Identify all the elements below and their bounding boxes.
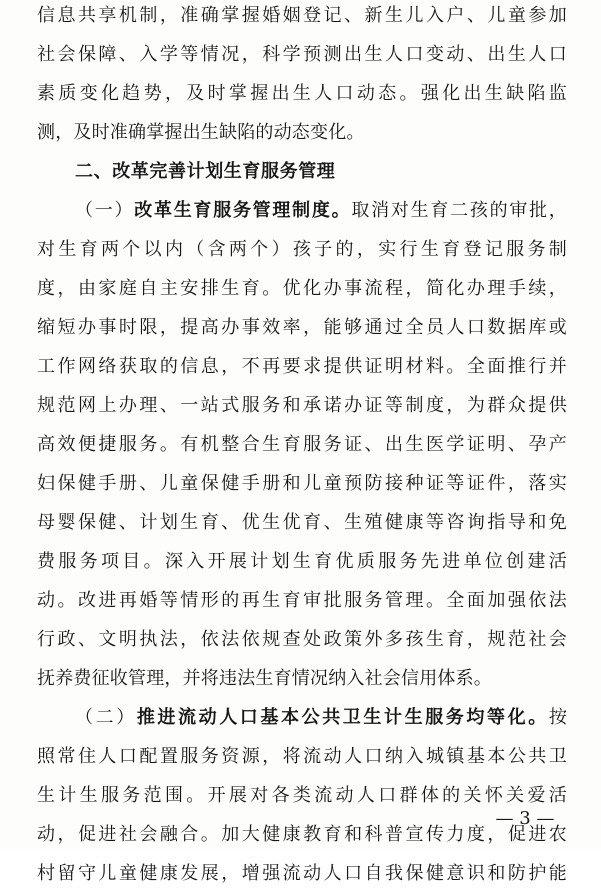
section-heading: 二、改革完善计划生育服务管理 <box>75 161 336 182</box>
body-line-10: 规范网上办理、一站式服务和承诺办证等制度，为群众提供 <box>37 395 567 416</box>
subsection-one-title: 改革生育服务管理制度。 <box>134 200 352 221</box>
subsection-two-marker: （二） <box>75 707 137 728</box>
body-line-19: 照常住人口配置服务资源，将流动人口纳入城镇基本公共卫 <box>37 746 567 767</box>
body-line-11: 高效便捷服务。有机整合生育服务证、出生医学证明、孕产 <box>37 434 567 455</box>
body-line-15: 动。改进再婚等情形的再生育审批服务管理。全面加强依法 <box>37 590 567 611</box>
subsection-one-marker: （一） <box>75 200 135 221</box>
body-line-16: 行政、文明执法，依法依规查处政策外多孩生育，规范社会 <box>37 629 567 650</box>
body-line-12: 妇保健手册、儿童保健手册和儿童预防接种证等证件，落实 <box>37 473 567 494</box>
subsection-one-line <box>75 195 567 227</box>
body-line-4: 测，及时准确掌握出生缺陷的动态变化。 <box>37 122 365 143</box>
body-line-17: 抚养费征收管理，并将违法生育情况纳入社会信用体系。 <box>37 668 492 689</box>
subsection-two-body-start: 按 <box>548 707 568 728</box>
body-line-14: 费服务项目。深入开展计划生育优质服务先进单位创建活 <box>37 551 567 572</box>
body-line-13: 母婴保健、计划生育、优生优育、生殖健康等咨询指导和免 <box>37 512 567 533</box>
body-line-21: 动，促进社会融合。加大健康教育和科普宣传力度，促进农 <box>37 824 567 845</box>
body-line-7: 度，由家庭自主安排生育。优化办事流程，简化办理手续， <box>37 278 567 299</box>
body-line-3: 素质变化趋势，及时掌握出生人口动态。强化出生缺陷监 <box>37 83 567 104</box>
body-line-6: 对生育两个以内（含两个）孩子的，实行生育登记服务制 <box>37 239 567 260</box>
body-line-1: 信息共享机制，准确掌握婚姻登记、新生儿入户、儿童参加 <box>37 5 567 26</box>
subsection-one-body-start: 取消对生育二孩的审批， <box>351 200 567 221</box>
body-line-22: 村留守儿童健康发展，增强流动人口自我保健意识和防护能 <box>37 863 567 884</box>
body-line-9: 工作网络获取的信息，不再要求提供证明材料。全面推行并 <box>37 356 567 377</box>
subsection-two-title: 推进流动人口基本公共卫生计生服务均等化。 <box>136 707 549 728</box>
body-line-20: 生计生服务范围。开展对各类流动人口群体的关怀关爱活 <box>37 785 567 806</box>
body-line-2: 社会保障、入学等情况，科学预测出生人口变动、出生人口 <box>37 44 567 65</box>
page-number: — 3 — <box>495 808 555 829</box>
body-line-8: 缩短办事时限，提高办事效率，能够通过全员人口数据库或 <box>37 317 567 338</box>
subsection-two-line <box>75 702 567 734</box>
